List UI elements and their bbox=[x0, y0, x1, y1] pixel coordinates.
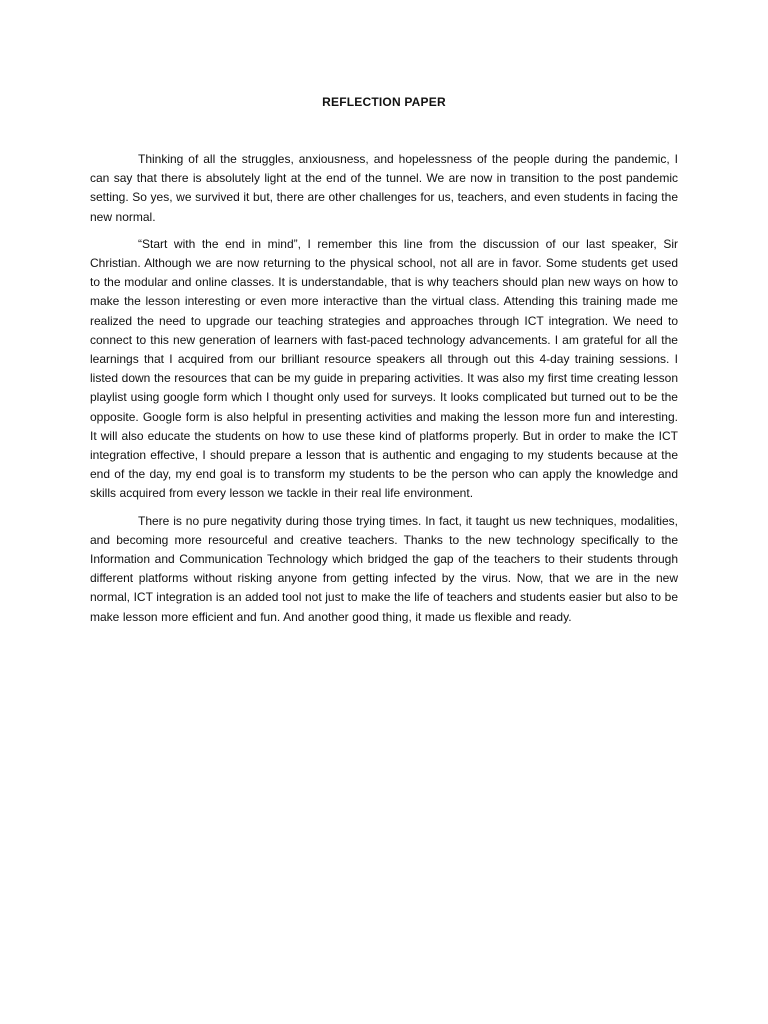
paragraph-3: There is no pure negativity during those trying times. In fact, it taught us new techniques, modalities, and becoming more resourceful and creative teachers. Thanks to the new technology specifically to the Information and Communication Technology which bridged the gap of the teachers to their students through different platforms without risking anyone from getting infected by the virus. Now, that we are in the new normal, ICT integration is an added tool not just to make the life of teachers and students easier but also to be make lesson more efficient and fun. And another good thing, it made us flexible and ready. bbox=[90, 513, 678, 624]
document-body bbox=[90, 150, 678, 627]
paragraph-1: Thinking of all the struggles, anxiousness, and hopelessness of the people during the pandemic, I can say that there is absolutely light at the end of the tunnel. We are now in transition to the post pandemic setting. So yes, we survived it but, there are other challenges for us, teachers, and even students in facing the new normal. bbox=[90, 152, 678, 224]
page-title: REFLECTION PAPER bbox=[322, 95, 446, 109]
paragraph-2: “Start with the end in mind”, I remember this line from the discussion of our last speaker, Sir Christian. Although we are now returning to the physical school, not all are in favor. Some students get used to the modular and online classes. It is understandable, that is why teachers should plan new ways on how to make the lesson interesting or even more interactive than the virtual class. Attending this training made me realized the need to upgrade our teaching strategies and approaches through ICT integration. We need to connect to this new generation of learners with fast-paced technology advancements. I am grateful for all the learnings that I acquired from our brilliant resource speakers all through out this 4-day training sessions. I listed down the resources that can be my guide in preparing activities. It was also my first time creating lesson playlist using google form which I thought only used for surveys. It looks complicated but turned out to be the opposite. Google form is also helpful in presenting activities and making the lesson more fun and interesting. It will also educate the students on how to use these kind of platforms properly. But in order to make the ICT integration effective, I should prepare a lesson that is authentic and engaging to my students because at the end of the day, my end goal is to transform my students to be the person who can apply the knowledge and skills acquired from every lesson we tackle in their real life environment. bbox=[90, 236, 678, 501]
